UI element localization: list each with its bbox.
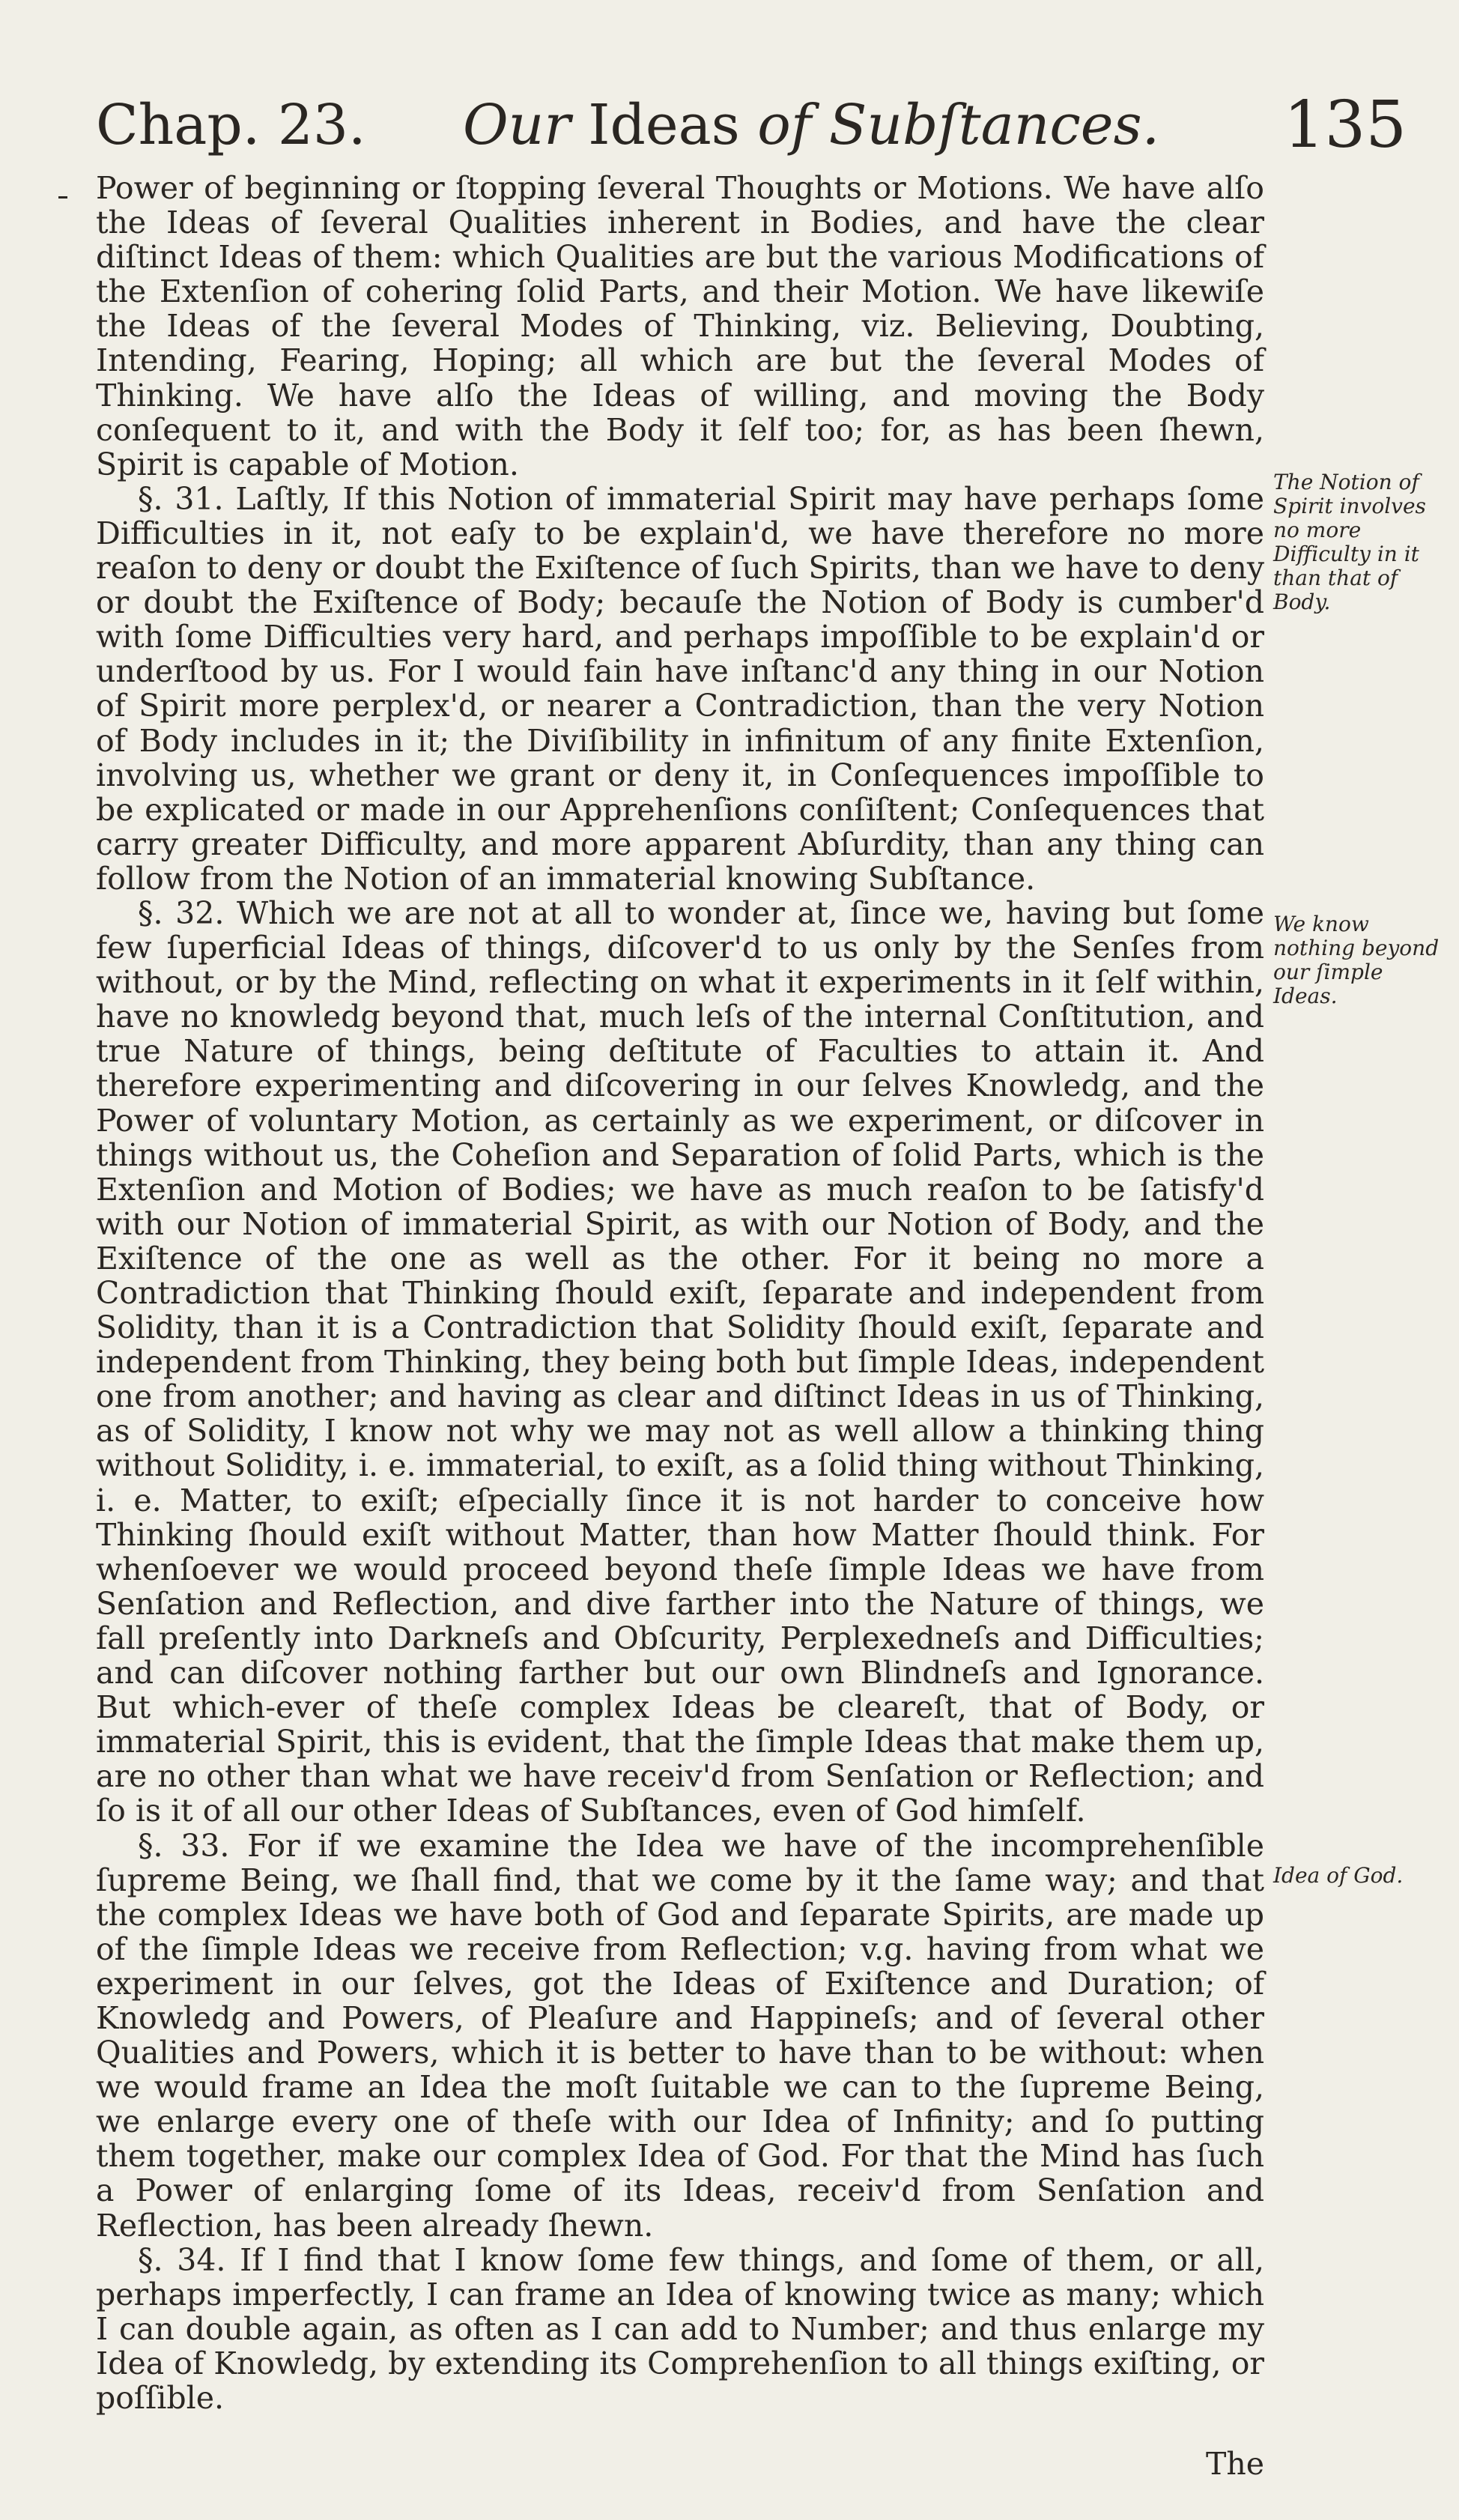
title-word-ideas: Ideas <box>588 93 740 157</box>
paragraph-section-32: §. 32. Which we are not at all to wonder at, ſince we, having but ſome few ſuperficial Ideas of things, diſcover'd to us only by the Senſes from without, or by the Mind, reflecting on what it experiments in it ſelf within, have no knowledg beyond that, much leſs of the internal Conſtitution, and true Nature of things, being deſtitute of Faculties to attain it. And therefore experimenting and diſcovering in our ſelves Knowledg, and the Power of voluntary Motion, as certainly as we experiment, or diſcover in things without us, the Coheſion and Separation of ſolid Parts, which is the Extenſion and Motion of Bodies; we have as much reaſon to be ſatisfy'd with our Notion of immaterial Spirit, as with our Notion of Body, and the Exiſtence of the one as well as the other. For it being no more a Contradiction that Thinking ſhould exiſt, ſeparate and independent from Solidity, than it is a Contradiction that Solidity ſhould exiſt, ſeparate and independent from Thinking, they being both but ſimple Ideas, independent one from another; and having as clear and diſtinct Ideas in us of Thinking, as of Solidity, I know not why we may not as well allow a thinking thing without Solidity, i. e. immaterial, to exiſt, as a ſolid thing without Thinking, i. e. Matter, to exiſt; eſpecially ſince it is not harder to conceive how Thinking ſhould exiſt without Matter, than how Matter ſhould think. For whenſoever we would proceed beyond theſe ſimple Ideas we have from Senſation and Reflection, and dive farther into the Nature of things, we fall preſently into Darkneſs and Obſcurity, Perplexedneſs and Difficulties; and can diſcover nothing farther but our own Blindneſs and Ignorance. But which-ever of theſe complex Ideas be cleareſt, that of Body, or immaterial Spirit, this is evident, that the ſimple Ideas that make them up, are no other than what we have receiv'd from Senſation or Reflection; and ſo is it of all our other Ideas of Subſtances, even of God himſelf. <box>96 894 1264 1829</box>
running-header <box>96 84 1407 181</box>
catchword: The <box>1205 2446 1264 2482</box>
margin-note-know-nothing: We know nothing beyond our ſimple Ideas. <box>1273 912 1440 1008</box>
paragraph-section-34: §. 34. If I find that I know ſome few things, and ſome of them, or all, perhaps imperfectly, I can frame an Idea of knowing twice as many; which I can double again, as often as I can add to Number; and thus enlarge my Idea of Knowledg, by extending its Comprehenſion to all things exiſting, or poſſible. <box>96 2241 1264 2416</box>
chapter-label: Chap. 23. <box>96 93 366 157</box>
paragraph-section-33: §. 33. For if we examine the Idea we have of the incomprehenſible ſupreme Being, we ſhall find, that we come by it the ſame way; and that the complex Ideas we have both of God and ſeparate Spirits, are made up of the ſimple Ideas we receive from Reflection; v.g. having from what we experiment in our ſelves, got the Ideas of Exiſtence and Duration; of Knowledg and Powers, of Pleaſure and Happineſs; and of ſeveral other Qualities and Powers, which it is better to have than to be without: when we would frame an Idea the moſt ſuitable we can to the ſupreme Being, we enlarge every one of theſe with our Idea of Infinity; and ſo putting them together, make our complex Idea of God. For that the Mind has ſuch a Power of enlarging ſome of its Ideas, receiv'd from Senſation and Reflection, has been already ſhewn. <box>96 1827 1264 2244</box>
margin-note-idea-of-god: Idea of God. <box>1273 1863 1404 1888</box>
margin-note-notion-of-spirit: The Notion of Spirit involves no more Difficulty in it than that of Body. <box>1273 470 1426 614</box>
paragraph-continuation: Power of beginning or ſtopping ſeveral Thoughts or Motions. We have alſo the Ideas of ſeveral Qualities inherent in Bodies, and have the clear diſtinct Ideas of them: which Qualities are but the various Modifications of the Extenſion of cohering ſolid Parts, and their Motion. We have likewiſe the Ideas of the ſeveral Modes of Thinking, viz. Believing, Doubting, Intending, Fearing, Hoping; all which are but the ſeveral Modes of Thinking. We have alſo the Ideas of willing, and moving the Body conſequent to it, and with the Body it ſelf too; for, as has been ſhewn, Spirit is capable of Motion. <box>96 170 1264 482</box>
margin-mark <box>58 196 67 199</box>
running-title <box>463 84 1159 166</box>
paragraph-section-31: §. 31. Laſtly, If this Notion of immaterial Spirit may have perhaps ſome Difficulties in it, not eaſy to be explain'd, we have therefore no more reaſon to deny or doubt the Exiſtence of ſuch Spirits, than we have to deny or doubt the Exiſtence of Body; becauſe the Notion of Body is cumber'd with ſome Difficulties very hard, and perhaps impoſſible to be explain'd or underſtood by us. For I would fain have inſtanc'd any thing in our Notion of Spirit more perplex'd, or nearer a Contradiction, than the very Notion of Body includes in it; the Diviſibility in infinitum of any finite Extenſion, involving us, whether we grant or deny it, in Conſequences impoſſible to be explicated or made in our Apprehenſions conſiſtent; Conſequences that carry greater Difficulty, and more apparent Abſurdity, than any thing can follow from the Notion of an immaterial knowing Subſtance. <box>96 480 1264 897</box>
title-rest: of Subſtances. <box>757 93 1160 157</box>
title-word-our: Our <box>463 93 571 157</box>
page-number: 135 <box>1283 88 1407 163</box>
body-text <box>96 171 1264 2415</box>
